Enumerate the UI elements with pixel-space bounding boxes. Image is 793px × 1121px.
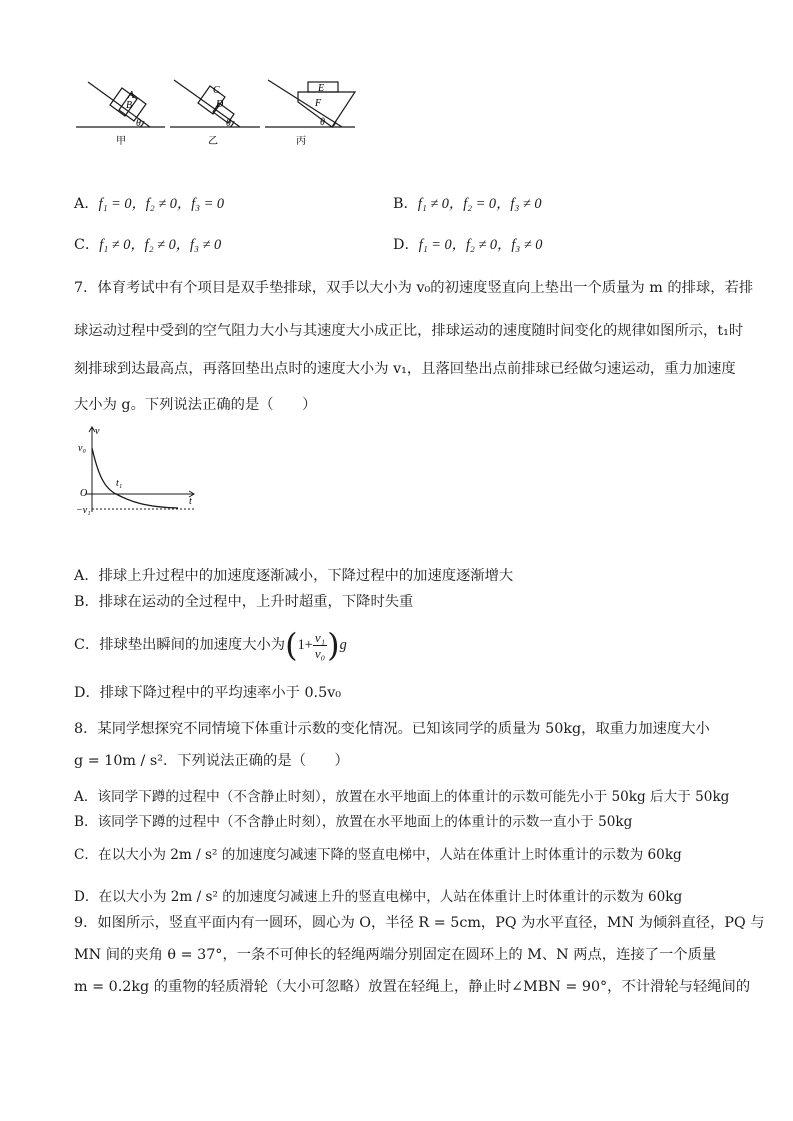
option-text: f₁ ≠ 0，f₂ = 0，f₃ ≠ 0 [417, 196, 542, 212]
option-text: f₁ = 0，f₂ ≠ 0，f₃ ≠ 0 [418, 237, 543, 253]
velocity-time-graph [76, 424, 201, 516]
option-letter: C． [74, 237, 100, 253]
q7-line-1: 7．体育考试中有个项目是双手垫排球，双手以大小为 v₀的初速度竖直向上垫出一个质量为 m 的排球，若排 [74, 280, 754, 296]
origin-label: O [80, 488, 88, 499]
v0-label: v₀ [78, 443, 86, 454]
label-B: B [126, 100, 133, 111]
incline-figures [70, 72, 370, 154]
g-symbol: g [339, 637, 347, 653]
label-E: E [318, 83, 325, 94]
q8-line-1: 8．某同学想探究不同情境下体重计示数的变化情况。已知该同学的质量为 50kg，取重力加速度大小 [74, 721, 710, 737]
q8-option-d: D．在以大小为 2m / s² 的加速度匀减速上升的竖直电梯中，人站在体重计上时体重计的示数为 60kg [74, 889, 683, 905]
v-axis-label: v [95, 426, 100, 437]
q8-option-b: B．该同学下蹲的过程中（不含静止时刻），放置在水平地面上的体重计的示数一直小于 50kg [74, 814, 633, 830]
q6-option-d [393, 236, 542, 254]
option-text: f₁ ≠ 0，f₂ ≠ 0，f₃ ≠ 0 [99, 237, 222, 253]
q7-option-d: D．排球下降过程中的平均速率小于 0.5v₀ [74, 685, 342, 701]
option-letter: A． [74, 196, 99, 212]
option-c-text: C．排球垫出瞬间的加速度大小为 [74, 637, 286, 653]
paren-right: ) [327, 626, 340, 664]
t-axis-label: t [189, 496, 192, 507]
paren-left: ( [285, 626, 298, 664]
q7-option-b: B．排球在运动的全过程中，上升时超重，下降时失重 [74, 594, 414, 610]
q9-line-2: MN 间的夹角 θ = 37°，一条不可伸长的轻绳两端分别固定在圆环上的 M、N 两点，连接了一个质量 [74, 947, 717, 963]
neg-v1-label: −v₁ [76, 505, 91, 516]
q8-line-2: g = 10m / s²．下列说法正确的是（ ） [74, 753, 349, 769]
option-letter: B． [393, 196, 418, 212]
q6-option-b [393, 195, 541, 213]
q7-option-a: A．排球上升过程中的加速度逐渐减小，下降过程中的加速度逐渐增大 [74, 568, 514, 584]
option-letter: D． [393, 237, 419, 253]
q7-line-2: 球运动过程中受到的空气阻力大小与其速度大小成正比，排球运动的速度随时间变化的规律如图所示，t₁时 [74, 323, 744, 339]
theta-3: θ [320, 117, 325, 128]
q8-option-a: A．该同学下蹲的过程中（不含静止时刻），放置在水平地面上的体重计的示数可能先小于 50kg 后大于 50kg [74, 789, 730, 805]
q7-option-c [74, 620, 347, 670]
fraction [313, 630, 327, 661]
frac-numerator: v₁ [314, 629, 326, 645]
label-F: F [315, 98, 322, 109]
caption-bing: 丙 [296, 136, 306, 147]
option-text: f₁ = 0，f₂ ≠ 0，f₃ = 0 [98, 196, 225, 212]
q8-option-c: C．在以大小为 2m / s² 的加速度匀减速下降的竖直电梯中，人站在体重计上时体重计的示数为 60kg [74, 847, 682, 863]
q9-line-3: m = 0.2kg 的重物的轻质滑轮（大小可忽略）放置在轻绳上，静止时∠MBN = 90°，不计滑轮与轻绳间的 [74, 979, 751, 995]
q9-line-1: 9．如图所示，竖直平面内有一圆环，圆心为 O，半径 R = 5cm，PQ 为水平直径，MN 为倾斜直径，PQ 与 [74, 915, 765, 931]
caption-yi: 乙 [208, 136, 218, 147]
one-plus: 1+ [297, 637, 313, 653]
caption-jia: 甲 [116, 136, 126, 147]
q6-option-c [74, 236, 221, 254]
theta-2: θ [226, 118, 231, 129]
q6-option-a [74, 195, 224, 213]
label-A: A [128, 90, 135, 101]
frac-denominator: v₀ [314, 645, 326, 661]
q7-line-4: 大小为 g。下列说法正确的是（ ） [74, 397, 317, 413]
q7-line-3: 刻排球到达最高点，再落回垫出点时的速度大小为 v₁，且落回垫出点前排球已经做匀速运动，重力加速度 [74, 361, 736, 377]
theta-1: θ [136, 118, 141, 129]
label-D: D [216, 99, 224, 110]
label-C: C [213, 85, 220, 96]
t1-label: t₁ [116, 478, 123, 489]
